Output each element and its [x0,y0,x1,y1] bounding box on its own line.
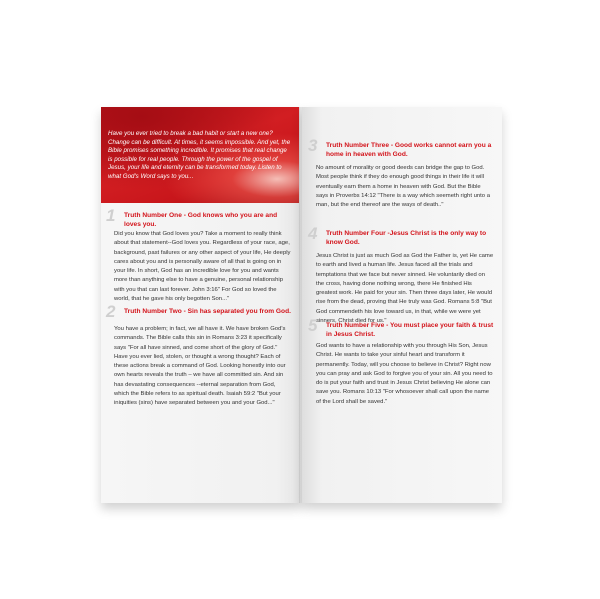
truth-2-number: 2 [106,302,116,321]
truth-4-body: Jesus Christ is just as much God as God the Father is, yet He came to earth and lived a human life. Jesus faced all the trials and temptations that we face but never sinned. He voluntarily died on the cross, having done nothing wrong, there He finished His greatest work. He paid for your sin. Then three days later, He would rise from the dead, proving that He truly was God. Romans 5:8 "But God commendeth his love toward us, in that, while we were yet sinners, Christ died for us." [316,253,494,324]
truth-2-body: You have a problem; in fact, we all have it. We have broken God's commands. The Bible calls this sin in Romans 3:23 it specifically says "For all have sinned, and come short of the glory of God." Have you ever lied, stolen, or thought a wrong thought? Each of these actions break a command of God. Looking honestly into our own hearts reveals the truth – we have all committed sin. And sin has devastating consequences --eternal separation from God, which the Bible refers to as spiritual death. Isaiah 59:2 "But your iniquities (sins) have separated between you and your God..." [114,326,286,406]
intro-text: Have you ever tried to break a bad habit or start a new one? Change can be difficult. At times, it seems impossible. And yet, the Bible promises something incredible. It promises that real change is possible for real people. Through the power of the gospel of Jesus, your life and eternity can be transformed today. Listen to what God's Word says to you... [108,130,291,180]
truth-2-heading: Truth Number Two - Sin has separated you from God. [124,308,291,315]
truth-5-section [308,317,500,457]
truth-5-heading: Truth Number Five - You must place your faith & trust in Jesus Christ. [326,322,494,339]
truth-5-body: God wants to have a relationship with you through His Son, Jesus Christ. He wants to take your sinful heart and transform it permanently. Today, will you choose to believe in Christ? Right now you can pray and ask God to forgive you of your sin. All you need to do is put your faith and trust in Jesus Christ believing He alone can save you. Romans 10:13 "For whosoever shall call upon the name of the Lord shall be saved." [316,343,493,405]
truth-1-section [106,206,298,302]
truth-3-number: 3 [308,136,318,155]
truth-1-number: 1 [106,206,116,225]
truth-3-heading: Truth Number Three - Good works cannot earn you a home in heaven with God. [326,142,492,159]
right-panel [302,107,502,503]
truth-1-body: Did you know that God loves you? Take a moment to really think about that statement--God loves you. Regardless of your race, age, background, past failures or any other aspect of your life, He deeply cares about you and is personally aware of all that is going on in your life. In short, God has an incredible love for you and wants more than anything else to have a genuine, personal relationship with you that can last forever. John 3:16" For God so loved the world, that he gave his only begotten Son..." [114,231,291,302]
truth-1-heading: Truth Number One - God knows who you are and loves you. [124,212,278,229]
truth-4-section [308,225,500,325]
intro-banner [101,107,301,203]
left-panel [101,107,301,503]
truth-4-heading: Truth Number Four -Jesus Christ is the only way to know God. [326,230,487,247]
truth-2-section [106,303,298,503]
truth-3-section [308,137,500,217]
truth-5-number: 5 [308,316,318,335]
truth-4-number: 4 [308,224,318,243]
truth-3-body: No amount of morality or good deeds can bridge the gap to God. Most people think if they do enough good things in their life it will eventually earn them a home in heaven with God. But the Bible says in Proverbs 14:12 "There is a way which seemeth right unto a man, but the end thereof are the ways of death.." [316,165,490,208]
